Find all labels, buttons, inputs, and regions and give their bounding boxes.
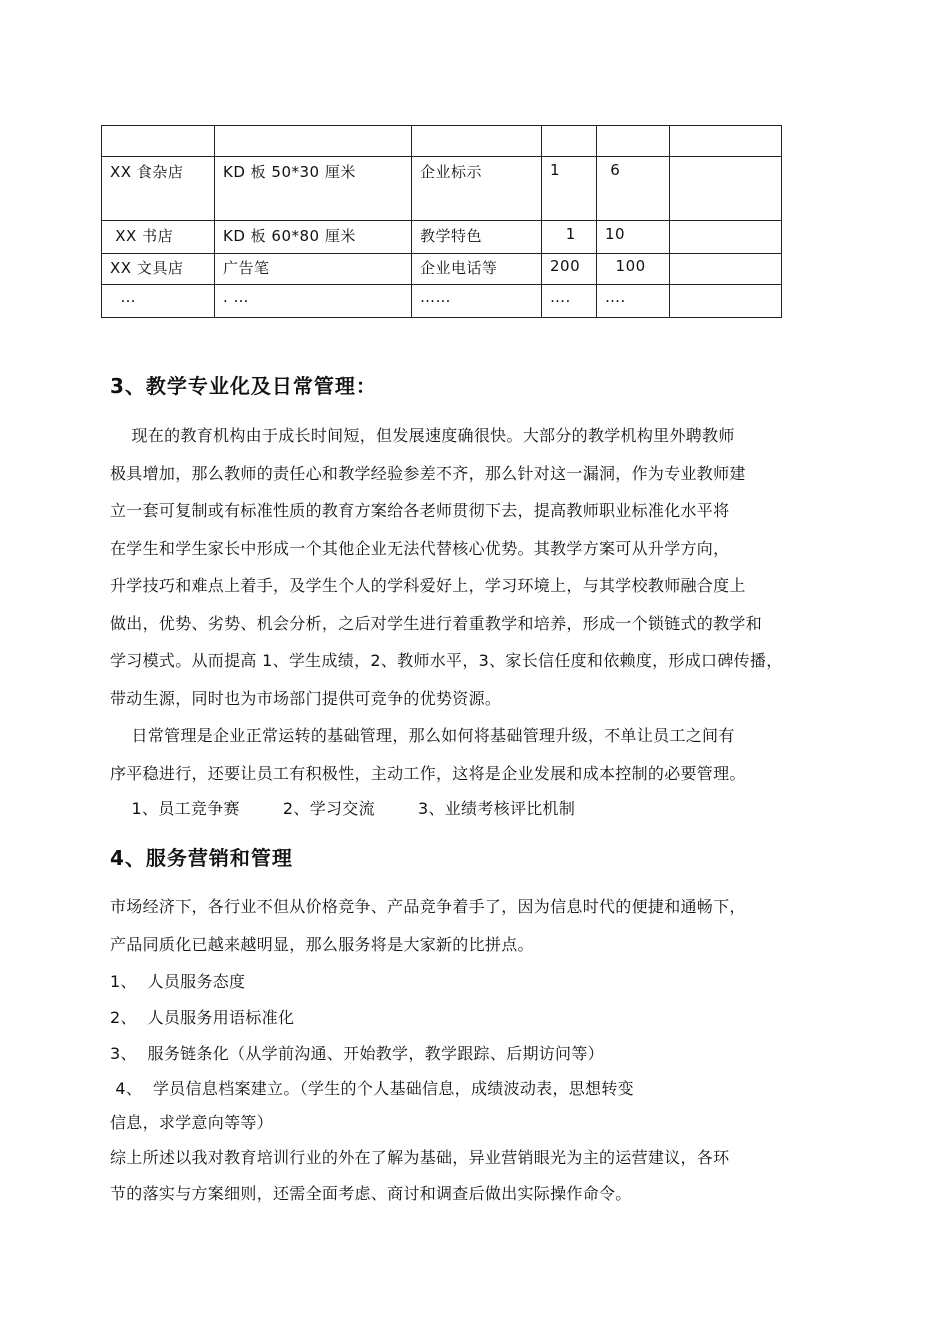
table-cell <box>215 126 412 157</box>
table-cell: 企业电话等 <box>412 254 542 285</box>
paragraph-line: 产品同质化已越来越明显，那么服务将是大家新的比拼点。 <box>110 934 534 954</box>
section-3-items: 1、员工竞争赛 2、学习交流 3、业绩考核评比机制 <box>110 799 576 818</box>
table-cell <box>670 221 782 254</box>
table-cell: 教学特色 <box>412 221 542 254</box>
paragraph-line: 升学技巧和难点上着手，及学生个人的学科爱好上，学习环境上，与其学校教师融合度上 <box>110 576 746 595</box>
paragraph-line: 日常管理是企业正常运转的基础管理，那么如何将基础管理升级，不单让员工之间有 <box>110 726 735 745</box>
partner-table <box>101 125 782 318</box>
section-4-heading: 4、服务营销和管理 <box>110 846 293 870</box>
table-cell <box>670 254 782 285</box>
service-list-item: 2、 人员服务用语标准化 <box>110 1008 295 1027</box>
table-cell <box>102 126 215 157</box>
service-list-item-continued: 信息，求学意向等等） <box>110 1113 274 1132</box>
table-cell: XX 食杂店 <box>102 157 215 221</box>
table-row <box>102 254 782 285</box>
table-cell <box>412 126 542 157</box>
table-cell: 200 <box>542 254 597 285</box>
table-cell: KD 板 50*30 厘米 <box>215 157 412 221</box>
table-row <box>102 221 782 254</box>
section-4-intro <box>110 888 810 963</box>
table-cell <box>670 285 782 318</box>
paragraph-line: 市场经济下，各行业不但从价格竞争、产品竞争着手了，因为信息时代的便捷和通畅下， <box>110 897 746 916</box>
table-cell: 6 <box>597 157 670 221</box>
paragraph-line: 现在的教育机构由于成长时间短，但发展速度确很快。大部分的教学机构里外聘教师 <box>110 426 735 445</box>
table-cell: KD 板 60*80 厘米 <box>215 221 412 254</box>
table-cell: …… <box>412 285 542 318</box>
paragraph-line: 在学生和学生家长中形成一个其他企业无法代替核心优势。其教学方案可从升学方向， <box>110 538 730 558</box>
table-row <box>102 157 782 221</box>
conclusion-paragraph <box>110 1140 810 1212</box>
table-cell: …. <box>597 285 670 318</box>
service-list-item: 4、 学员信息档案建立。（学生的个人基础信息，成绩波动表，思想转变 <box>110 1079 634 1098</box>
table-cell: XX 书店 <box>102 221 215 254</box>
section-3-paragraph-2 <box>110 717 810 792</box>
paragraph-line: 极具增加，那么教师的责任心和教学经验参差不齐，那么针对这一漏洞，作为专业教师建 <box>110 463 746 483</box>
table-cell <box>542 126 597 157</box>
paragraph-line: 立一套可复制或有标准性质的教育方案给各老师贯彻下去，提高教师职业标准化水平将 <box>110 501 730 520</box>
service-list-item: 3、 服务链条化（从学前沟通、开始教学，教学跟踪、后期访问等） <box>110 1044 604 1063</box>
table-cell: 1 <box>542 157 597 221</box>
table-cell: 广告笔 <box>215 254 412 285</box>
table-cell <box>670 126 782 157</box>
table-cell <box>670 157 782 221</box>
service-list-item: 1、 人员服务态度 <box>110 972 246 991</box>
table-cell: 10 <box>597 221 670 254</box>
paragraph-line: 做出，优势、劣势、机会分析，之后对学生进行着重教学和培养，形成一个锁链式的教学和 <box>110 613 763 633</box>
section-3-paragraph-1 <box>110 417 810 717</box>
paragraph-line: 综上所述以我对教育培训行业的外在了解为基础，异业营销眼光为主的运营建议，各环 <box>110 1148 730 1167</box>
paragraph-line: 带动生源，同时也为市场部门提供可竞争的优势资源。 <box>110 688 502 708</box>
table-cell: 1 <box>542 221 597 254</box>
table-cell: … <box>102 285 215 318</box>
table-row <box>102 285 782 318</box>
table-cell: . … <box>215 285 412 318</box>
table-cell <box>597 126 670 157</box>
table-cell: 100 <box>597 254 670 285</box>
paragraph-line: 节的落实与方案细则，还需全面考虑、商讨和调查后做出实际操作命令。 <box>110 1184 632 1203</box>
table-cell: 企业标示 <box>412 157 542 221</box>
table-row <box>102 126 782 157</box>
paragraph-line: 学习模式。从而提高 1、学生成绩，2、教师水平，3、家长信任度和依赖度，形成口碑传播， <box>110 651 783 670</box>
section-3-heading: 3、教学专业化及日常管理： <box>110 374 377 398</box>
table-cell: …. <box>542 285 597 318</box>
paragraph-line: 序平稳进行，还要让员工有积极性，主动工作，这将是企业发展和成本控制的必要管理。 <box>110 763 746 783</box>
table-cell: XX 文具店 <box>102 254 215 285</box>
